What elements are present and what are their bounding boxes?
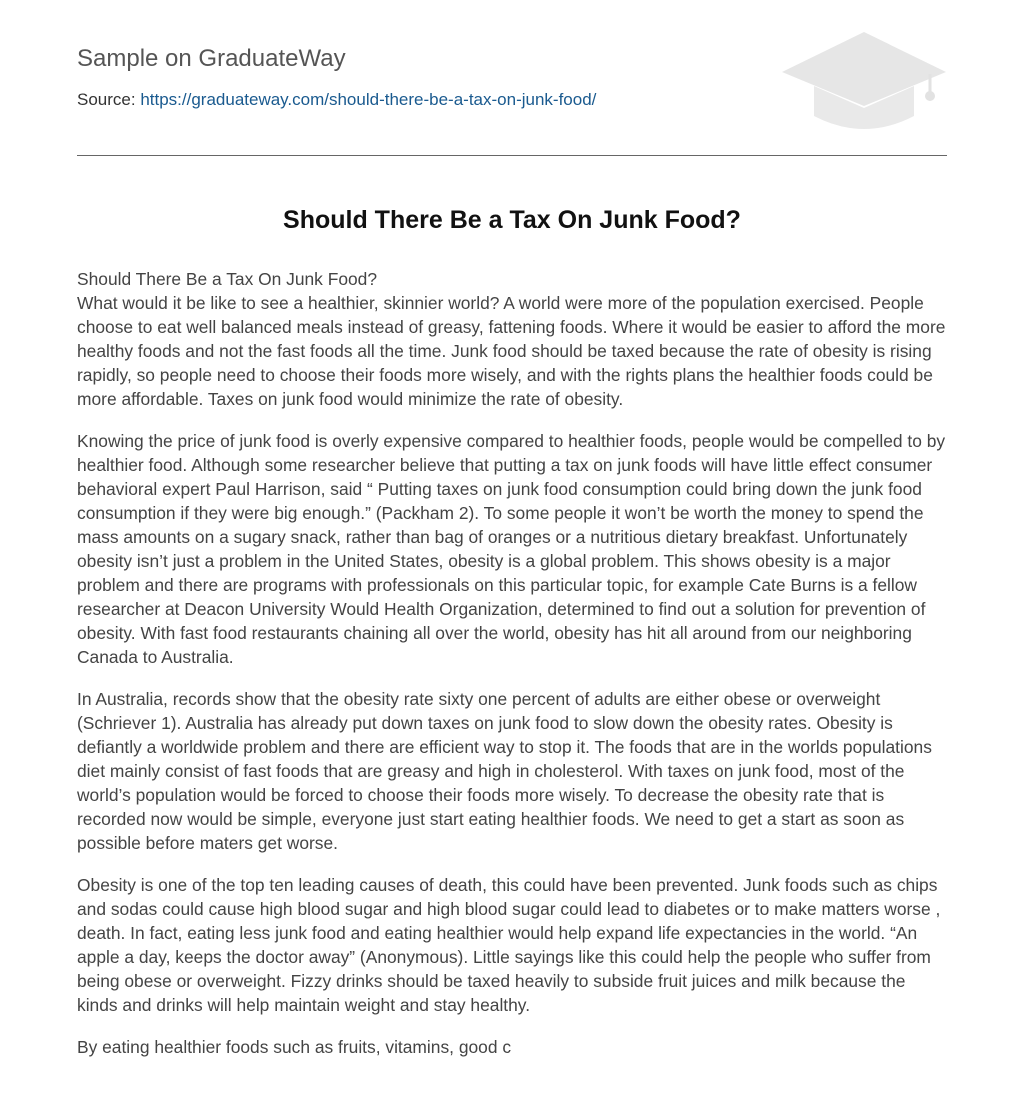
- essay-paragraph-3: In Australia, records show that the obesity rate sixty one percent of adults are either obese or overweight (Schriever 1). Australia has already put down taxes on junk food to slow down the obesity rates. Obesity is defiantly a worldwide problem and there are efficient way to stop it. The foods that are in the worlds populations diet mainly consist of fast foods that are greasy and high in cholesterol. With taxes on junk food, most of the world’s population would be forced to choose their foods more wisely. To decrease the obesity rate that is recorded now would be simple, everyone just start eating healthier foods. We need to get a start as soon as possible before maters get worse.: [77, 689, 932, 853]
- essay-paragraph-2: Knowing the price of junk food is overly expensive compared to healthier foods, people would be compelled to by healthier food. Although some researcher believe that putting a tax on junk foods will have little effect consumer behavioral expert Paul Harrison, said “ Putting taxes on junk food consumption could bring down the junk food consumption if they were big enough.” (Packham 2). To some people it won’t be worth the money to spend the mass amounts on a sugary snack, rather than bag of oranges or a nutritious dietary breakfast. Unfortunately obesity isn’t just a problem in the United States, obesity is a global problem. This shows obesity is a major problem and there are programs with professionals on this particular topic, for example Cate Burns is a fellow researcher at Deacon University Would Health Organization, determined to find out a solution for prevention of obesity. With fast food restaurants chaining all over the world, obesity has hit all around from our neighboring Canada to Australia.: [77, 431, 946, 667]
- essay-paragraph-5: By eating healthier foods such as fruits, vitamins, good c: [77, 1037, 512, 1057]
- essay-content: [77, 267, 947, 1077]
- graduation-cap-icon: [780, 30, 948, 132]
- source-link[interactable]: https://graduateway.com/should-there-be-a-tax-on-junk-food/: [140, 90, 597, 109]
- source-label: Source:: [77, 90, 141, 109]
- source-line: [77, 89, 596, 111]
- site-title: Sample on GraduateWay: [77, 45, 346, 72]
- essay-paragraph-1: What would it be like to see a healthier, skinnier world? A world were more of the population exercised. People choose to eat well balanced meals instead of greasy, fattening foods. Where it would be easier to afford the more healthy foods and not the fast foods all the time. Junk food should be taxed because the rate of obesity is rising rapidly, so people need to choose their foods more wisely, and with the rights plans the healthier foods could be more affordable. Taxes on junk food would minimize the rate of obesity.: [77, 293, 946, 409]
- page-header: [77, 0, 947, 156]
- header-divider: [77, 155, 947, 156]
- essay-subtitle: Should There Be a Tax On Junk Food?: [77, 269, 378, 289]
- essay-paragraph-4: Obesity is one of the top ten leading causes of death, this could have been prevented. Junk foods such as chips and sodas could cause high blood sugar and high blood sugar could lead to diabetes or to make matters worse , death. In fact, eating less junk food and eating healthier would help expand life expectancies in the world. “An apple a day, keeps the doctor away” (Anonymous). Little sayings like this could help the people who suffer from being obese or overweight. Fizzy drinks should be taxed heavily to subside fruit juices and milk because the kinds and drinks will help maintain weight and stay healthy.: [77, 875, 941, 1015]
- document-title: Should There Be a Tax On Junk Food?: [283, 206, 741, 234]
